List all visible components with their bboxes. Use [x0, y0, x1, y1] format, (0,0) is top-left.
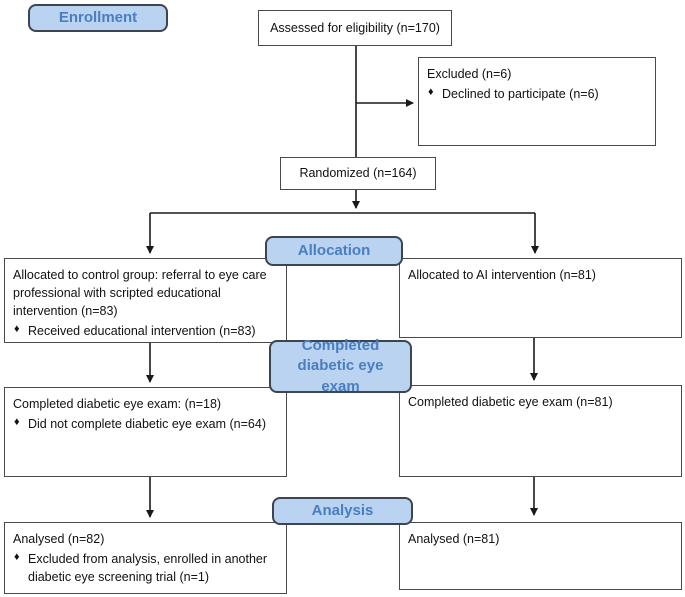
bullet-diamond-icon: ♦	[14, 416, 20, 429]
box-excluded	[418, 57, 656, 146]
box-analysed-ai-title: Analysed (n=81)	[408, 532, 500, 546]
box-allocated-control-title: Allocated to control group: referral to eye care professional with scripted educational intervention (n=83)	[13, 268, 267, 319]
stage-label-completed-exam: Completed diabetic eye exam	[269, 340, 412, 393]
box-allocated-control-bullet	[13, 322, 277, 340]
box-randomized-text: Randomized (n=164)	[299, 166, 417, 181]
box-allocated-ai-title: Allocated to AI intervention (n=81)	[408, 268, 596, 282]
box-exam-control	[4, 387, 287, 477]
box-analysed-control-title: Analysed (n=82)	[13, 532, 105, 546]
box-exam-ai-title: Completed diabetic eye exam (n=81)	[408, 395, 613, 409]
box-exam-ai	[399, 385, 682, 477]
box-allocated-ai	[399, 258, 682, 338]
stage-label-enrollment: Enrollment	[28, 4, 168, 32]
box-allocated-control-bullet-text: Received educational intervention (n=83)	[28, 324, 256, 339]
box-excluded-bullet	[427, 85, 646, 103]
box-exam-control-title: Completed diabetic eye exam: (n=18)	[13, 397, 222, 411]
box-assessed-text: Assessed for eligibility (n=170)	[270, 20, 440, 35]
box-analysed-control-bullet	[13, 550, 277, 586]
bullet-diamond-icon: ♦	[14, 323, 20, 336]
stage-label-allocation: Allocation	[265, 236, 403, 266]
box-randomized	[280, 157, 436, 190]
box-analysed-control	[4, 522, 287, 594]
box-allocated-control	[4, 258, 287, 343]
box-exam-control-bullet-text: Did not complete diabetic eye exam (n=64)	[28, 417, 266, 432]
bullet-diamond-icon: ♦	[14, 551, 20, 564]
box-excluded-bullet-text: Declined to participate (n=6)	[442, 87, 599, 102]
stage-label-analysis: Analysis	[272, 497, 413, 525]
box-analysed-control-bullet-text: Excluded from analysis, enrolled in another diabetic eye screening trial (n=1)	[28, 552, 268, 585]
box-exam-control-bullet	[13, 415, 277, 433]
bullet-diamond-icon: ♦	[428, 86, 434, 99]
box-analysed-ai	[399, 522, 682, 590]
box-excluded-title: Excluded (n=6)	[427, 67, 512, 81]
box-assessed-eligibility	[258, 10, 452, 46]
